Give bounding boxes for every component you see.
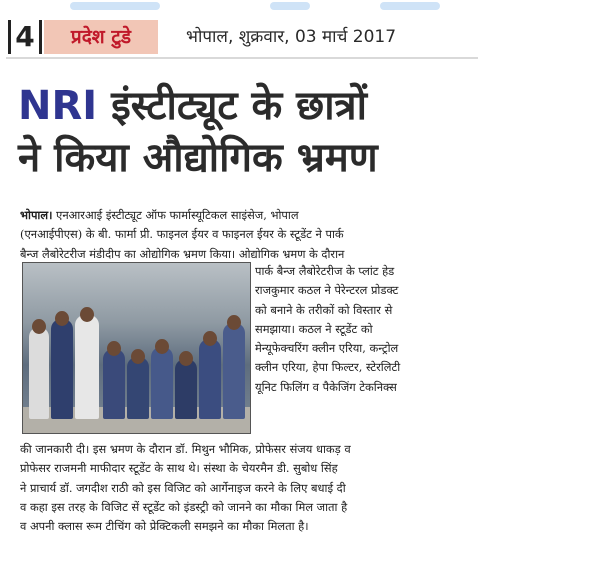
photo-person (127, 357, 149, 419)
header-rule (6, 57, 478, 59)
article-conclusion (20, 440, 468, 536)
article-line: समझाया। कठल ने स्टूडेंट को (255, 321, 373, 336)
photo-person-head (155, 339, 169, 354)
photo-person-head (227, 315, 241, 330)
section-label: प्रदेश टुडे (44, 20, 158, 54)
top-strip (0, 0, 594, 16)
top-strip-shape (270, 2, 310, 10)
photo-person (199, 339, 221, 419)
headline-line-1 (18, 80, 488, 132)
article-side-column (255, 262, 468, 397)
photo-person (103, 349, 125, 419)
photo-person-head (203, 331, 217, 346)
article-line: यूनिट फिलिंग व पैकेजिंग टेकनिक्स (255, 379, 397, 394)
photo-person (75, 315, 99, 419)
photo-person-head (179, 351, 193, 366)
headline-line-2: ने किया औद्योगिक भ्रमण (18, 135, 378, 181)
photo-person-head (107, 341, 121, 356)
photo-person (29, 327, 49, 419)
article-line: (एनआईपीएस) के बी. फार्मा प्री. फाइनल ईयर व फाइनल ईयर के स्टूडेंट ने पार्क (20, 227, 344, 242)
article-line: क्लीन एरिया, हेपा फिल्टर, स्टेरलिटी (255, 360, 401, 375)
photo-person (223, 323, 245, 419)
top-strip-shape (70, 2, 160, 10)
article-line: मेन्यूफेक्चरिंग क्लीन एरिया, कन्ट्रोल (255, 341, 399, 356)
headline-line-1-text: इंस्टीट्यूट के छात्रों (97, 83, 367, 129)
article-line: पार्क बैन्ज लैबोरेटरीज के प्लांट हेड (255, 264, 395, 278)
article-photo (22, 262, 251, 434)
photo-person-head (32, 319, 46, 334)
photo-person (151, 347, 173, 419)
article-line (20, 206, 468, 225)
page-number: 4 (8, 20, 42, 54)
article-line: की जानकारी दी। इस भ्रमण के दौरान डॉ. मिथुन भौमिक, प्रोफेसर संजय धाकड़ व (20, 442, 351, 456)
headline (18, 80, 488, 184)
dateline: भोपाल, शुक्रवार, 03 मार्च 2017 (186, 27, 397, 47)
headline-accent: NRI (18, 83, 98, 129)
article-line: को बनाने के तरीकों को विस्तार से (255, 302, 393, 317)
article-line-text: एनआरआई इंस्टीट्यूट ऑफ फार्मास्यूटिकल साइंसेज, भोपाल (52, 208, 299, 222)
photo-person (51, 319, 73, 419)
article-line: व अपनी क्लास रूम टीचिंग को प्रेक्टिकली समझने का मौका मिलता है। (20, 519, 309, 534)
top-strip-shape (380, 2, 440, 10)
photo-person-head (131, 349, 145, 364)
photo-person-head (80, 307, 94, 322)
article-intro (20, 206, 468, 264)
article-line: राजकुमार कठल ने पेरेन्टरल प्रोडक्ट (255, 283, 399, 298)
article-lead: भोपाल। (20, 208, 53, 222)
article-line: प्रोफेसर राजमनी माफीदार स्टूडेंट के साथ थे। संस्था के चेयरमैन डी. सुबोध सिंह (20, 461, 338, 476)
article-line: बैन्ज लैबोरेटरीज मंडीदीप का ओद्योगिक भ्रमण किया। ओद्योगिक भ्रमण के दौरान (20, 246, 345, 261)
article-line: व कहा इस तरह के विजिट सें स्टूडेंट को इंडस्ट्री को जानने का मौका मिल जाता है (20, 499, 348, 514)
photo-person-head (55, 311, 69, 326)
article-line: ने प्राचार्य डॉ. जगदीश राठी को इस विजिट को आर्गेनाइज करने के लिए बधाई दी (20, 480, 346, 495)
photo-person (175, 359, 197, 419)
